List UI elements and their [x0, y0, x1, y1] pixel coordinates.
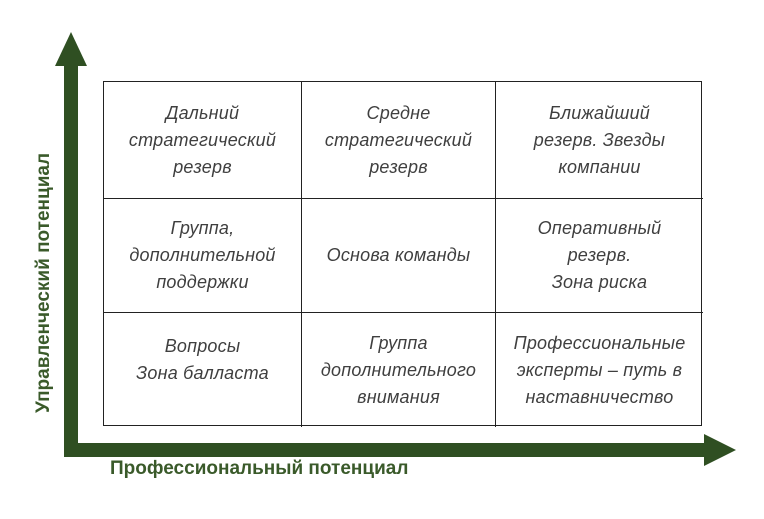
- cell-professional-experts: Профессиональные эксперты – путь в наставничество: [513, 332, 686, 407]
- cell-additional-attention-group: Группа дополнительного внимания: [302, 313, 496, 427]
- potential-matrix: [103, 81, 702, 426]
- cell-questions-ballast: Вопросы Зона балласта: [104, 313, 302, 427]
- x-axis-label: Профессиональный потенциал: [110, 458, 409, 479]
- cell-far-strategic-reserve: Дальний стратегический резерв: [104, 82, 302, 199]
- cell-operational-reserve-risk: Оперативный резерв. Зона риска: [496, 199, 703, 313]
- cell-mid-strategic-reserve: Средне стратегический резерв: [302, 82, 496, 199]
- y-axis-label: Управленческий потенциал: [33, 152, 54, 414]
- y-axis-arrow: [55, 32, 87, 457]
- cell-nearest-reserve-stars: Ближайший резерв. Звезды компании: [496, 82, 703, 199]
- cell-team-core: Основа команды: [302, 199, 496, 313]
- cell-additional-support-group: Группа, дополнительной поддержки: [104, 199, 302, 313]
